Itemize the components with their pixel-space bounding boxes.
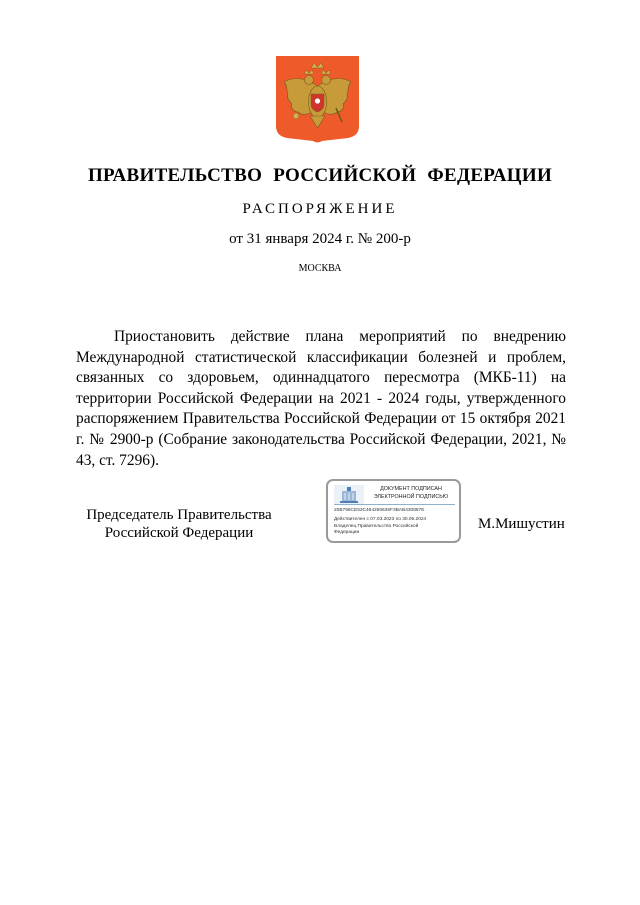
body-paragraph: Приостановить действие плана мероприятий по внедрению Международной статистической классификации болезней и проблем, связанных со здоровьем, одиннадцатого пересмотра (МКБ-11) на территории Российской Федерации на 2021 - 2024 годы, утвержденного распоряжением Правительства Российской Федерации от 15 октября 2021 г. № 2900-р (Собрание законодательства Российской Федерации, 2021, № 43, ст. 7296). bbox=[76, 328, 566, 469]
stamp-title-line2: ЭЛЕКТРОННОЙ ПОДПИСЬЮ bbox=[373, 493, 449, 500]
document-header-title: ПРАВИТЕЛЬСТВО РОССИЙСКОЙ ФЕДЕРАЦИИ bbox=[87, 165, 553, 186]
document-city: МОСКВА bbox=[298, 263, 342, 274]
russian-coat-of-arms-icon bbox=[276, 56, 359, 144]
stamp-header bbox=[334, 485, 456, 504]
stamp-title-line1: ДОКУМЕНТ ПОДПИСАН bbox=[380, 486, 442, 492]
document-date-number: от 31 января 2024 г. № 200-р bbox=[229, 231, 411, 247]
stamp-title bbox=[364, 486, 458, 501]
stamp-owner-line2: Федерации bbox=[334, 530, 360, 535]
document-body bbox=[76, 327, 566, 471]
signer-name: М.Мишустин bbox=[478, 516, 565, 532]
government-building-icon bbox=[334, 485, 364, 504]
signer-position-line2: Российской Федерации bbox=[104, 525, 254, 541]
signer-position bbox=[74, 506, 284, 542]
stamp-serial: 20B796CE53C464266636F3BAB430867E bbox=[334, 508, 425, 513]
electronic-signature-stamp bbox=[326, 479, 461, 543]
document-type: РАСПОРЯЖЕНИЕ bbox=[242, 201, 398, 217]
stamp-owner-line1: Владелец Правительство Российской bbox=[334, 524, 419, 529]
stamp-validity: Действителен с 07.03.2023 по 30.05.2024 bbox=[334, 517, 427, 522]
signer-position-line1: Председатель Правительства bbox=[86, 507, 272, 523]
stamp-divider bbox=[334, 504, 455, 505]
